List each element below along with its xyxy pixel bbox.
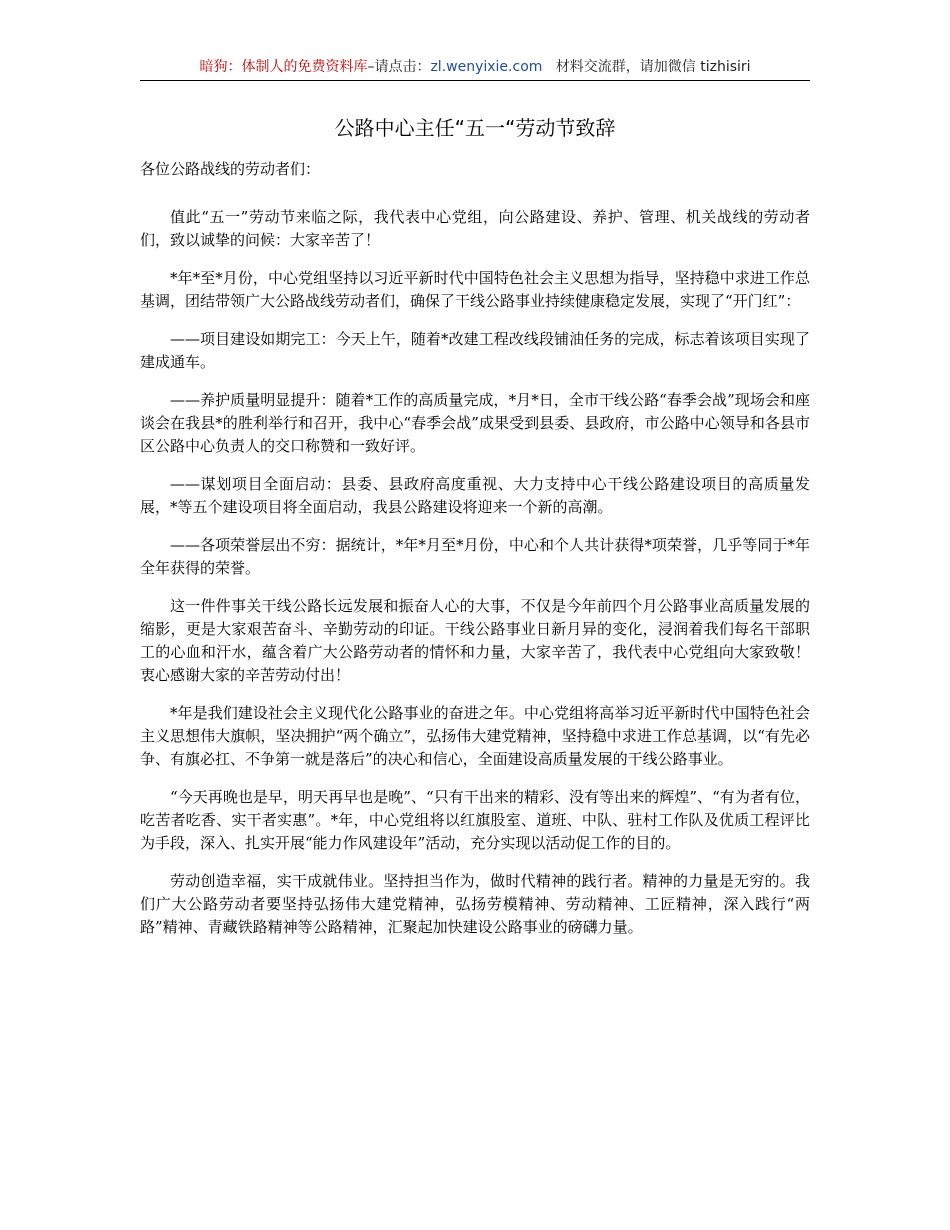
document-body	[140, 158, 810, 954]
header-url-link[interactable]: zl.wenyixie.com	[430, 59, 543, 75]
greeting: 各位公路战线的劳动者们：	[140, 160, 321, 178]
document-title: 公路中心主任“五一“劳动节致辞	[334, 116, 616, 140]
paragraph-honors: ——各项荣誉层出不穷：据统计，*年*月至*月份，中心和个人共计获得*项荣誉，几乎等同于*年全年获得的荣誉。	[140, 536, 810, 577]
paragraph-intro: 值此“五一”劳动节来临之际，我代表中心党组，向公路建设、养护、管理、机关战线的劳动者们，致以诚挚的问候：大家辛苦了！	[140, 208, 810, 249]
paragraph-project-planning: ——谋划项目全面启动：县委、县政府高度重视、大力支持中心干线公路建设项目的高质量发展，*等五个建设项目将全面启动，我县公路建设将迎来一个新的高潮。	[140, 475, 810, 516]
paragraph-achievements: *年*至*月份，中心党组坚持以习近平新时代中国特色社会主义思想为指导，坚持稳中求进工作总基调，团结带领广大公路战线劳动者们，确保了干线公路事业持续健康稳定发展，实现了“开门红”：	[140, 269, 810, 310]
paragraph-slogans: “今天再晚也是早，明天再早也是晚”、“只有干出来的精彩、没有等出来的辉煌”、“有为者有位，吃苦者吃香、实干者实惠”。*年，中心党组将以红旗股室、道班、中队、驻村工作队及优质工程评比为手段，深入、扎实开展“能力作风建设年”活动，充分实现以活动促工作的目的。	[140, 788, 810, 852]
page-header	[140, 56, 810, 81]
paragraph-project-completion: ——项目建设如期完工：今天上午，随着*改建工程改线段铺油任务的完成，标志着该项目实现了建成通车。	[140, 330, 810, 371]
header-site-name: 暗狗：体制人的免费资料库	[199, 59, 368, 75]
paragraph-conclusion: 劳动创造幸福，实干成就伟业。坚持担当作为，做时代精神的践行者。精神的力量是无穷的。我们广大公路劳动者要坚持弘扬伟大建党精神，弘扬劳模精神、劳动精神、工匠精神，深入践行“两路”精神、青藏铁路精神等公路精神，汇聚起加快建设公路事业的磅礴力量。	[140, 872, 810, 936]
header-group-info: 材料交流群，请加微信 tizhisiri	[555, 59, 751, 75]
paragraph-gratitude: 这一件件事关干线公路长远发展和振奋人心的大事，不仅是今年前四个月公路事业高质量发展的缩影，更是大家艰苦奋斗、辛勤劳动的印证。干线公路事业日新月异的变化，浸润着我们每名干部职工的心血和汗水，蕴含着广大公路劳动者的情怀和力量，大家辛苦了，我代表中心党组向大家致敬！衷心感谢大家的辛苦劳动付出！	[140, 597, 810, 684]
paragraph-maintenance-quality: ——养护质量明显提升：随着*工作的高质量完成，*月*日，全市干线公路“春季会战”现场会和座谈会在我县*的胜利举行和召开，我中心“春季会战”成果受到县委、县政府，市公路中心领导和各县市区公路中心负责人的交口称赞和一致好评。	[140, 391, 810, 455]
header-click-prompt: –请点击：	[367, 59, 431, 75]
paragraph-future-year: *年是我们建设社会主义现代化公路事业的奋进之年。中心党组将高举习近平新时代中国特色社会主义思想伟大旗帜，坚决拥护“两个确立”，弘扬伟大建党精神，坚持稳中求进工作总基调，以“有先必争、有旗必扛、不争第一就是落后”的决心和信心，全面建设高质量发展的干线公路事业。	[140, 704, 810, 768]
